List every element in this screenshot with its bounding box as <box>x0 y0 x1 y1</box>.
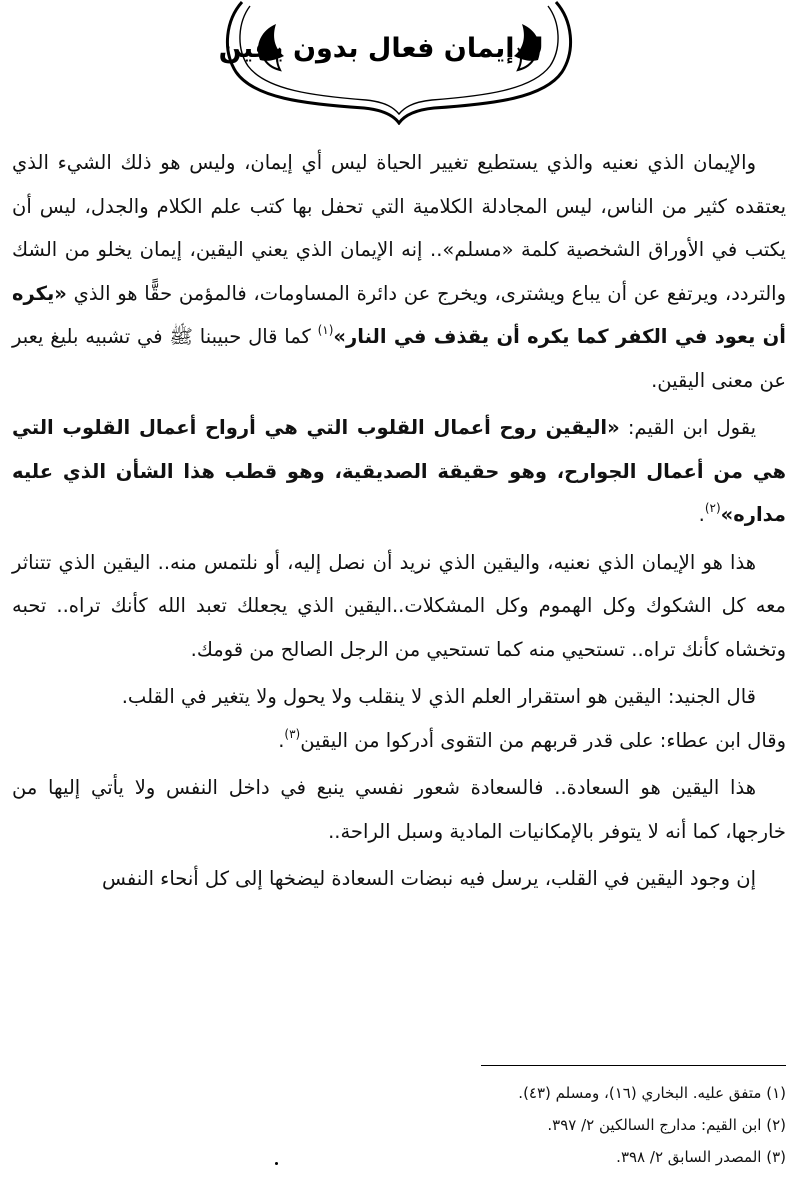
footnotes <box>186 1077 786 1173</box>
chapter-title: لا إيمان فعال بدون يقين <box>218 33 544 64</box>
paragraph-5: هذا اليقين هو السعادة.. فالسعادة شعور نفسي ينبع في داخل النفس ولا يأتي إليها من خارجها، كما أنه لا يتوفر بالإمكانيات المادية وسبل الراحة.. <box>12 776 786 843</box>
footnote-ref-1[interactable]: (١) <box>317 323 334 337</box>
footnote-2: (٢) ابن القيم: مدارج السالكين ٢/ ٣٩٧. <box>547 1116 786 1134</box>
paragraph-6: إن وجود اليقين في القلب، يرسل فيه نبضات السعادة ليضخها إلى كل أنحاء النفس <box>102 867 756 890</box>
paragraph-2-end: . <box>698 503 705 526</box>
footnote-1: (١) متفق عليه. البخاري (١٦)، ومسلم (٤٣). <box>518 1084 786 1102</box>
footnote-ref-3[interactable]: (٣) <box>284 726 301 741</box>
footnote-3: (٣) المصدر السابق ٢/ ٣٩٨. <box>616 1148 786 1166</box>
paragraph-3: هذا هو الإيمان الذي نعنيه، واليقين الذي نريد أن نصل إليه، أو نلتمس منه.. اليقين الذي تتناثر معه كل الشكوك وكل الهموم وكل المشكلات..اليقين الذي يجعلك تعبد الله كأنك تراه.. تحبه وتخشاه كأنك تراه.. تستحيي منه كما تستحيي من الرجل الصالح من قومك. <box>12 550 786 661</box>
chapter-header <box>214 0 584 125</box>
paragraph-4 <box>12 675 786 762</box>
paragraph-1-text-b: كما قال حبيبنا ﷺ في تشبيه بليغ يعبر عن معنى اليقين. <box>12 325 786 392</box>
footnote-separator <box>481 1065 786 1066</box>
page-mark-dot <box>275 1162 278 1165</box>
paragraph-2 <box>12 406 786 537</box>
paragraph-1 <box>12 141 786 402</box>
footnote-ref-2[interactable]: (٢) <box>704 501 721 515</box>
junayd-quote: قال الجنيد: اليقين هو استقرار العلم الذي لا ينقلب ولا يحول ولا يتغير في القلب. <box>121 685 756 708</box>
paragraph-2-text-a: يقول ابن القيم: <box>619 416 756 439</box>
ibn-ata-quote: وقال ابن عطاء: على قدر قربهم من التقوى أدركوا من اليقين <box>300 728 786 752</box>
hadith-quote: «يكره أن يعود في الكفر كما يكره أن يقذف في النار» <box>12 281 786 348</box>
paragraph-4-end: . <box>278 728 285 752</box>
paragraph-1-text-a: والإيمان الذي نعنيه والذي يستطيع تغيير الحياة ليس أي إيمان، وليس هو ذلك الشيء الذي يعتقده كثير من الناس، ليس المجادلة الكلامية التي تحفل بها كتب علم الكلام والجدل، ليس أن يكتب في الأوراق الشخصية كلمة «مسلم».. إنه الإيمان الذي يعني اليقين، إيمان يخلو من الشك والتردد، ويرتفع عن أن يباع ويشترى، ويخرج عن دائرة المساومات، فالمؤمن حقًّا هو الذي <box>12 151 786 305</box>
ibn-qayyim-quote: «اليقين روح أعمال القلوب التي هي أرواح أعمال القلوب التي هي من أعمال الجوارح، وهو حقيقة الصديقية، وهو قطب هذا الشأن الذي عليه مداره» <box>12 416 786 526</box>
main-text <box>12 141 786 905</box>
